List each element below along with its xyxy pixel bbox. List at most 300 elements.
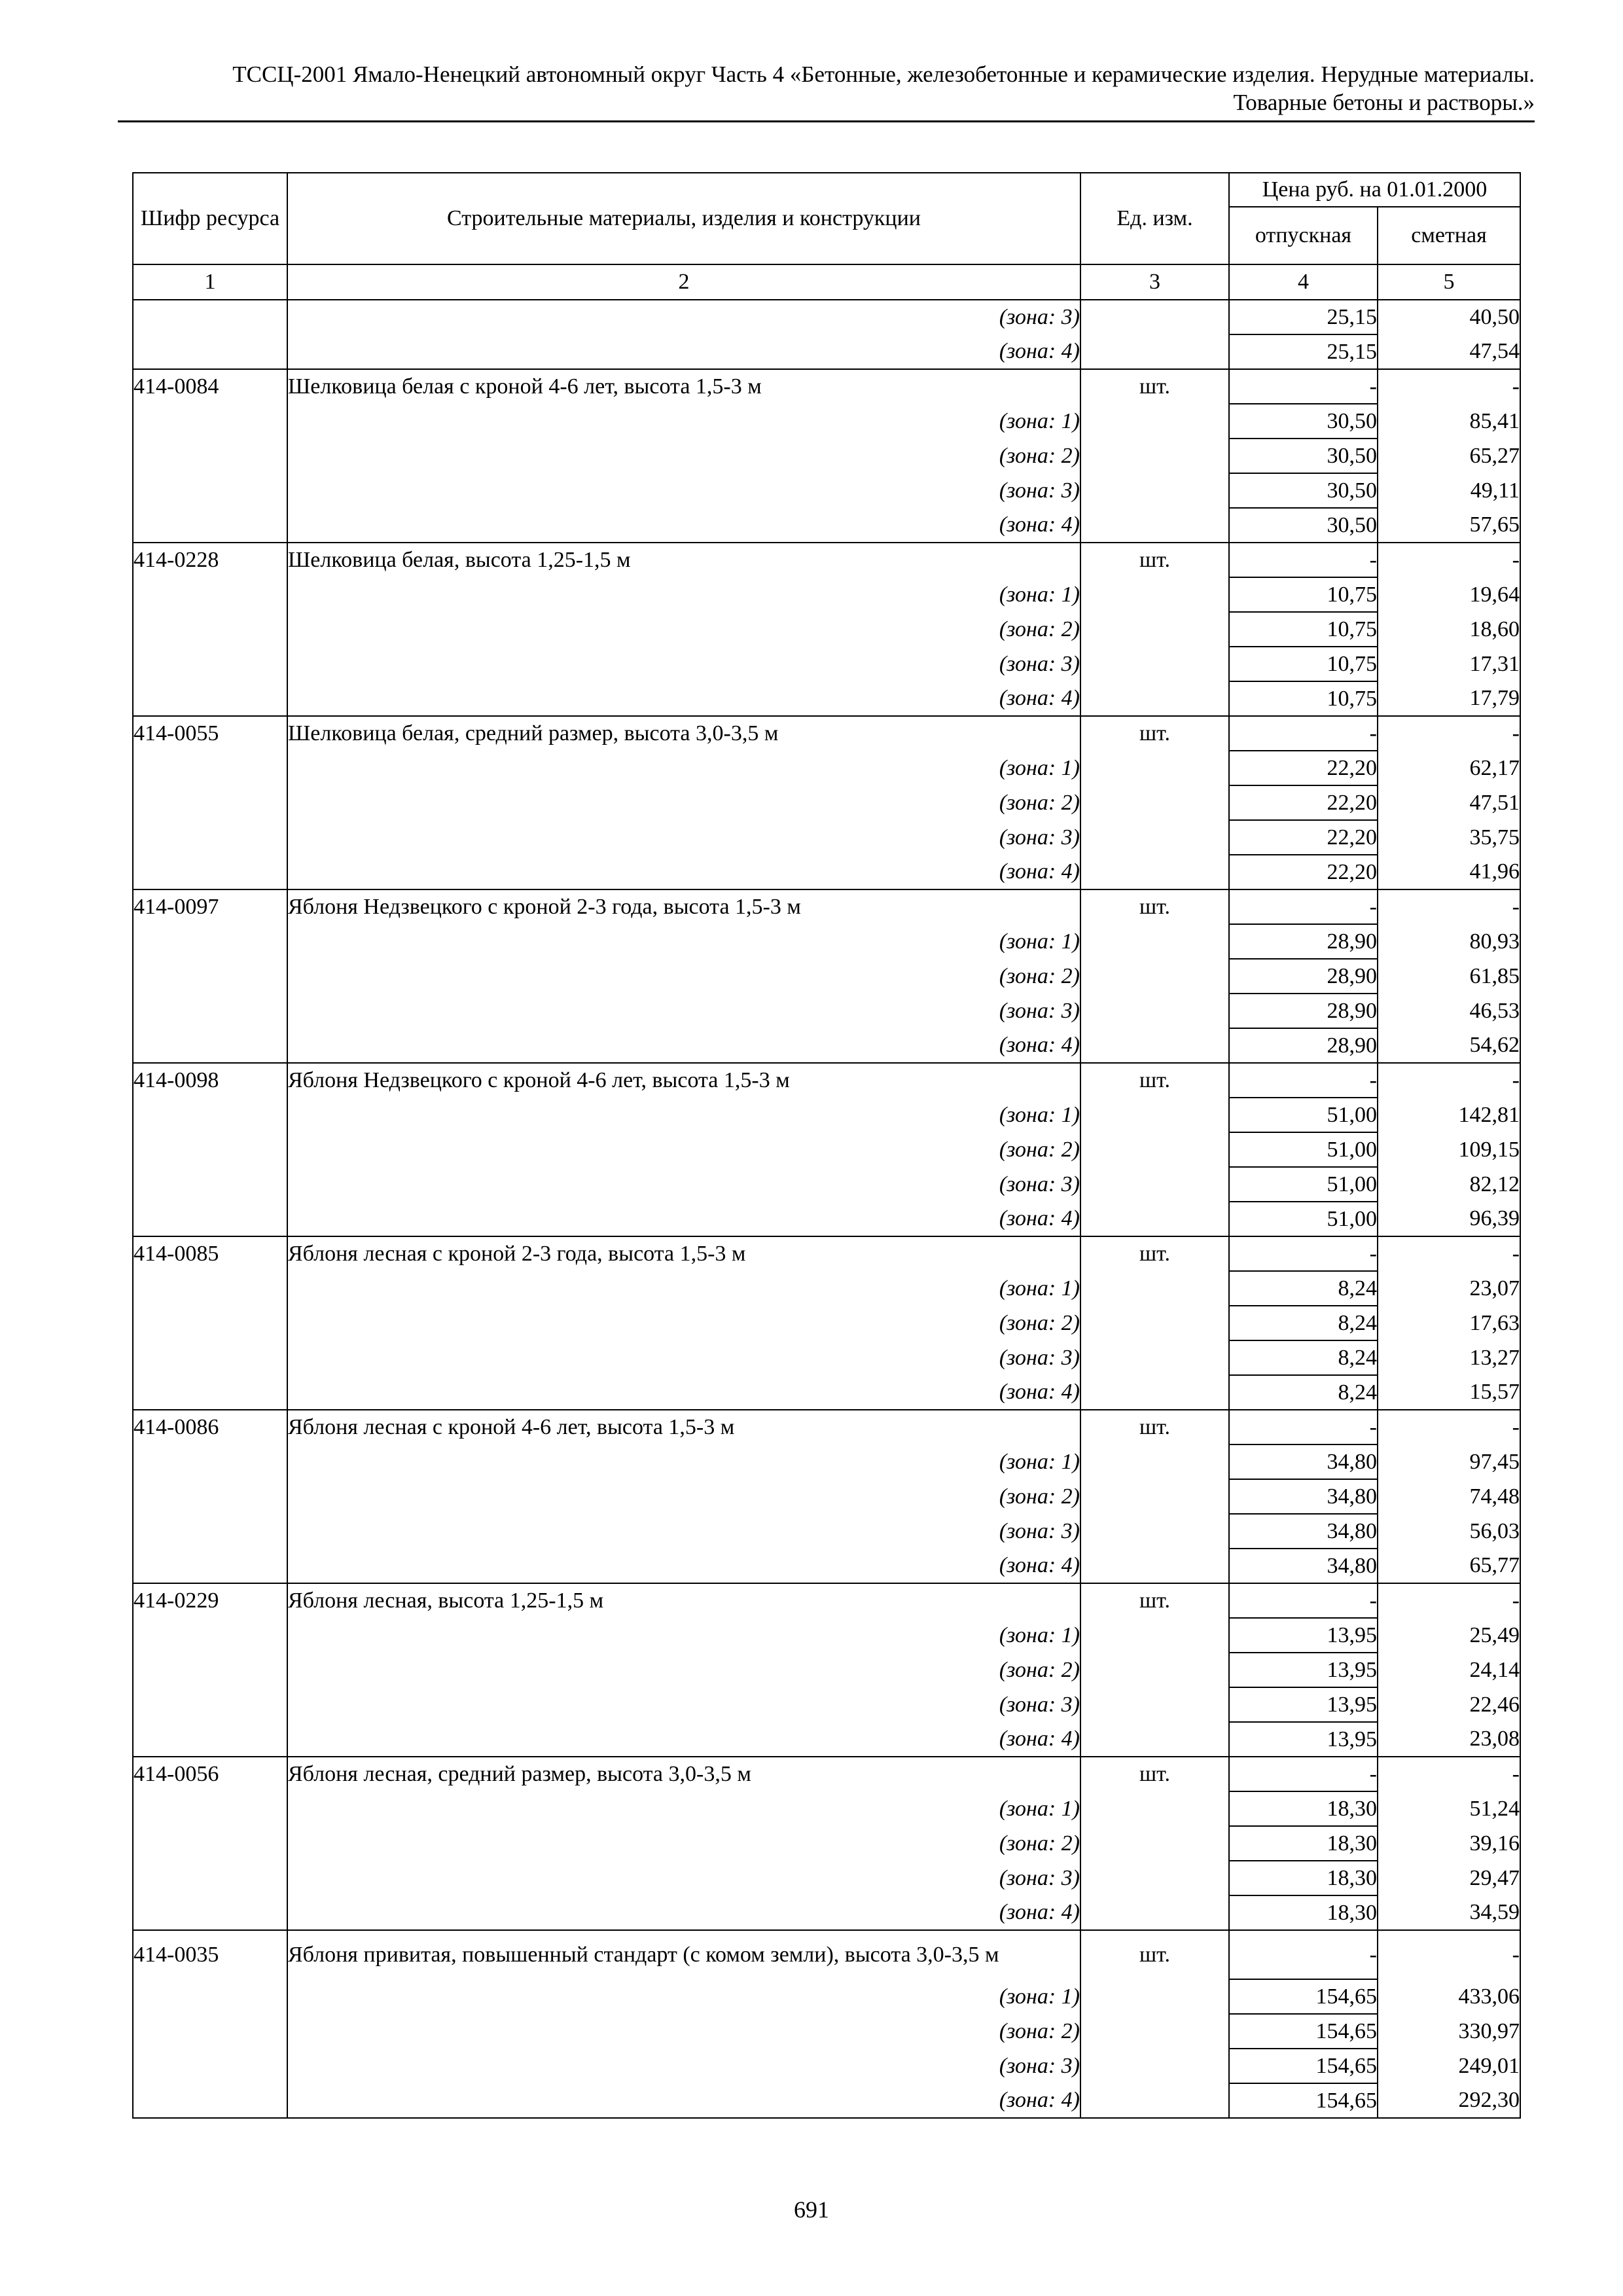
estimate-price: - <box>1378 1583 1520 1618</box>
zone-row <box>133 924 1520 959</box>
zone-label: (зона: 1) <box>287 404 1080 439</box>
unit-cell <box>1080 300 1229 334</box>
estimate-price: 47,54 <box>1378 334 1520 369</box>
item-name: Яблоня привитая, повышенный стандарт (с комом земли), высота 3,0-3,5 м <box>287 1930 1080 1979</box>
item-row <box>133 716 1520 751</box>
zone-label: (зона: 4) <box>287 508 1080 543</box>
unit-cell <box>1080 1202 1229 1236</box>
estimate-price: 62,17 <box>1378 751 1520 785</box>
resource-code-cell <box>133 1549 287 1583</box>
zone-label: (зона: 4) <box>287 334 1080 369</box>
estimate-price: - <box>1378 1410 1520 1444</box>
estimate-price: 82,12 <box>1378 1167 1520 1202</box>
unit-cell <box>1080 1375 1229 1410</box>
unit-cell <box>1080 647 1229 681</box>
unit-cell <box>1080 612 1229 647</box>
release-price: 18,30 <box>1229 1861 1378 1895</box>
estimate-price: - <box>1378 1063 1520 1098</box>
estimate-price: 39,16 <box>1378 1826 1520 1861</box>
zone-row <box>133 1722 1520 1757</box>
resource-code: 414-0097 <box>133 889 287 924</box>
release-price: 154,65 <box>1229 2049 1378 2083</box>
release-price: 30,50 <box>1229 404 1378 439</box>
zone-row <box>133 1028 1520 1063</box>
estimate-price: 54,62 <box>1378 1028 1520 1063</box>
unit-cell <box>1080 1028 1229 1063</box>
resource-code: 414-0229 <box>133 1583 287 1618</box>
zone-row <box>133 647 1520 681</box>
release-price: 22,20 <box>1229 820 1378 855</box>
zone-row <box>133 1861 1520 1895</box>
release-price: 25,15 <box>1229 300 1378 334</box>
estimate-price: 23,08 <box>1378 1722 1520 1757</box>
item-name: Шелковица белая, средний размер, высота 3,0-3,5 м <box>287 716 1080 751</box>
header-release-price: отпускная <box>1229 207 1378 264</box>
price-table-body <box>133 173 1520 2118</box>
resource-code: 414-0055 <box>133 716 287 751</box>
estimate-price: 17,31 <box>1378 647 1520 681</box>
estimate-price: 74,48 <box>1378 1479 1520 1514</box>
estimate-price: 40,50 <box>1378 300 1520 334</box>
estimate-price: 13,27 <box>1378 1340 1520 1375</box>
item-name: Яблоня лесная с кроной 2-3 года, высота 1,5-3 м <box>287 1236 1080 1271</box>
estimate-price: 61,85 <box>1378 959 1520 994</box>
estimate-price: 97,45 <box>1378 1444 1520 1479</box>
item-row <box>133 1930 1520 1979</box>
resource-code-cell <box>133 681 287 716</box>
unit-of-measure: шт. <box>1080 1236 1229 1271</box>
zone-label: (зона: 4) <box>287 1202 1080 1236</box>
release-price: 18,30 <box>1229 1791 1378 1826</box>
zone-label: (зона: 1) <box>287 1791 1080 1826</box>
unit-cell <box>1080 1653 1229 1687</box>
resource-code-cell <box>133 1826 287 1861</box>
zone-row <box>133 1791 1520 1826</box>
item-row <box>133 369 1520 404</box>
estimate-price: 65,27 <box>1378 439 1520 473</box>
resource-code-cell <box>133 1479 287 1514</box>
item-name: Яблоня лесная, высота 1,25-1,5 м <box>287 1583 1080 1618</box>
estimate-price: 29,47 <box>1378 1861 1520 1895</box>
zone-row <box>133 1826 1520 1861</box>
resource-code-cell <box>133 1618 287 1653</box>
estimate-price: 18,60 <box>1378 612 1520 647</box>
resource-code: 414-0228 <box>133 543 287 577</box>
estimate-price: - <box>1378 1930 1520 1979</box>
resource-code-cell <box>133 1979 287 2014</box>
column-number: 5 <box>1378 264 1520 300</box>
unit-cell <box>1080 1340 1229 1375</box>
estimate-price: 47,51 <box>1378 785 1520 820</box>
estimate-price: 17,79 <box>1378 681 1520 716</box>
zone-label: (зона: 4) <box>287 855 1080 889</box>
resource-code-cell <box>133 820 287 855</box>
resource-code-cell <box>133 1375 287 1410</box>
estimate-price: 34,59 <box>1378 1895 1520 1930</box>
release-price: 8,24 <box>1229 1340 1378 1375</box>
unit-cell <box>1080 577 1229 612</box>
resource-code-cell <box>133 924 287 959</box>
unit-cell <box>1080 404 1229 439</box>
unit-of-measure: шт. <box>1080 1410 1229 1444</box>
unit-cell <box>1080 2083 1229 2118</box>
resource-code-cell <box>133 1167 287 1202</box>
resource-code-cell <box>133 2083 287 2118</box>
zone-row <box>133 1514 1520 1549</box>
zone-row <box>133 1306 1520 1340</box>
release-price: 34,80 <box>1229 1479 1378 1514</box>
unit-cell <box>1080 994 1229 1028</box>
release-price: 30,50 <box>1229 473 1378 508</box>
zone-row <box>133 473 1520 508</box>
zone-label: (зона: 2) <box>287 439 1080 473</box>
release-price: 34,80 <box>1229 1444 1378 1479</box>
estimate-price: 142,81 <box>1378 1098 1520 1132</box>
resource-code-cell <box>133 1687 287 1722</box>
unit-of-measure: шт. <box>1080 1930 1229 1979</box>
estimate-price: 35,75 <box>1378 820 1520 855</box>
zone-row <box>133 300 1520 334</box>
estimate-price: 65,77 <box>1378 1549 1520 1583</box>
release-price: 22,20 <box>1229 751 1378 785</box>
resource-code-cell <box>133 1861 287 1895</box>
zone-row <box>133 2014 1520 2049</box>
estimate-price: - <box>1378 1236 1520 1271</box>
estimate-price: 249,01 <box>1378 2049 1520 2083</box>
resource-code-cell <box>133 647 287 681</box>
estimate-price: 330,97 <box>1378 2014 1520 2049</box>
zone-label: (зона: 2) <box>287 612 1080 647</box>
release-price: 28,90 <box>1229 994 1378 1028</box>
zone-label: (зона: 3) <box>287 1514 1080 1549</box>
item-row <box>133 1410 1520 1444</box>
release-price: 10,75 <box>1229 681 1378 716</box>
zone-label: (зона: 1) <box>287 1444 1080 1479</box>
release-price: 51,00 <box>1229 1132 1378 1167</box>
estimate-price: - <box>1378 1757 1520 1791</box>
unit-cell <box>1080 1479 1229 1514</box>
zone-row <box>133 785 1520 820</box>
unit-cell <box>1080 924 1229 959</box>
estimate-price: 22,46 <box>1378 1687 1520 1722</box>
zone-row <box>133 1375 1520 1410</box>
item-row <box>133 1063 1520 1098</box>
release-price: 34,80 <box>1229 1549 1378 1583</box>
resource-code-cell <box>133 855 287 889</box>
estimate-price: 80,93 <box>1378 924 1520 959</box>
zone-row <box>133 612 1520 647</box>
release-price: 30,50 <box>1229 508 1378 543</box>
zone-label: (зона: 3) <box>287 1861 1080 1895</box>
unit-cell <box>1080 751 1229 785</box>
release-price: - <box>1229 1583 1378 1618</box>
resource-code: 414-0056 <box>133 1757 287 1791</box>
release-price: 51,00 <box>1229 1098 1378 1132</box>
zone-row <box>133 508 1520 543</box>
page-number: 691 <box>794 2197 829 2223</box>
resource-code-cell <box>133 334 287 369</box>
unit-cell <box>1080 1895 1229 1930</box>
estimate-price: 25,49 <box>1378 1618 1520 1653</box>
zone-label: (зона: 3) <box>287 994 1080 1028</box>
column-number: 3 <box>1080 264 1229 300</box>
unit-cell <box>1080 1549 1229 1583</box>
resource-code-cell <box>133 1444 287 1479</box>
zone-label: (зона: 1) <box>287 751 1080 785</box>
unit-cell <box>1080 439 1229 473</box>
zone-label: (зона: 4) <box>287 2083 1080 2118</box>
unit-cell <box>1080 681 1229 716</box>
unit-cell <box>1080 473 1229 508</box>
item-row <box>133 1236 1520 1271</box>
zone-row <box>133 1202 1520 1236</box>
resource-code-cell <box>133 508 287 543</box>
resource-code-cell <box>133 751 287 785</box>
unit-cell <box>1080 959 1229 994</box>
zone-label: (зона: 3) <box>287 1687 1080 1722</box>
unit-cell <box>1080 785 1229 820</box>
unit-of-measure: шт. <box>1080 1583 1229 1618</box>
resource-code-cell <box>133 2014 287 2049</box>
resource-code-cell <box>133 1306 287 1340</box>
item-row <box>133 1583 1520 1618</box>
release-price: 28,90 <box>1229 924 1378 959</box>
item-row <box>133 889 1520 924</box>
zone-label: (зона: 4) <box>287 1549 1080 1583</box>
zone-label: (зона: 1) <box>287 1979 1080 2014</box>
estimate-price: 15,57 <box>1378 1375 1520 1410</box>
unit-cell <box>1080 1826 1229 1861</box>
zone-row <box>133 2049 1520 2083</box>
header-price: Цена руб. на 01.01.2000 <box>1229 173 1520 207</box>
zone-row <box>133 681 1520 716</box>
zone-label: (зона: 3) <box>287 473 1080 508</box>
release-price: - <box>1229 889 1378 924</box>
unit-of-measure: шт. <box>1080 1063 1229 1098</box>
estimate-price: 24,14 <box>1378 1653 1520 1687</box>
estimate-price: 51,24 <box>1378 1791 1520 1826</box>
zone-row <box>133 820 1520 855</box>
release-price: 154,65 <box>1229 2083 1378 2118</box>
release-price: 154,65 <box>1229 1979 1378 2014</box>
resource-code-cell <box>133 959 287 994</box>
release-price: 13,95 <box>1229 1687 1378 1722</box>
zone-label: (зона: 4) <box>287 1895 1080 1930</box>
zone-label: (зона: 1) <box>287 924 1080 959</box>
resource-code-cell <box>133 404 287 439</box>
release-price: 13,95 <box>1229 1722 1378 1757</box>
resource-code-cell <box>133 1722 287 1757</box>
resource-code-cell <box>133 994 287 1028</box>
zone-row <box>133 994 1520 1028</box>
estimate-price: 109,15 <box>1378 1132 1520 1167</box>
zone-label: (зона: 4) <box>287 1722 1080 1757</box>
zone-row <box>133 404 1520 439</box>
resource-code-cell <box>133 1514 287 1549</box>
estimate-price: 96,39 <box>1378 1202 1520 1236</box>
release-price: 28,90 <box>1229 959 1378 994</box>
item-name: Шелковица белая с кроной 4-6 лет, высота 1,5-3 м <box>287 369 1080 404</box>
unit-cell <box>1080 2014 1229 2049</box>
estimate-price: 19,64 <box>1378 577 1520 612</box>
resource-code-cell <box>133 300 287 334</box>
item-name: Яблоня лесная с кроной 4-6 лет, высота 1,5-3 м <box>287 1410 1080 1444</box>
unit-cell <box>1080 1514 1229 1549</box>
resource-code-cell <box>133 1340 287 1375</box>
resource-code: 414-0084 <box>133 369 287 404</box>
zone-label: (зона: 1) <box>287 577 1080 612</box>
zone-label: (зона: 3) <box>287 2049 1080 2083</box>
zone-row <box>133 1340 1520 1375</box>
estimate-price: - <box>1378 543 1520 577</box>
header-unit: Ед. изм. <box>1080 173 1229 264</box>
unit-cell <box>1080 1271 1229 1306</box>
resource-code: 414-0086 <box>133 1410 287 1444</box>
running-header-line-1: ТССЦ-2001 Ямало-Ненецкий автономный округ Часть 4 «Бетонные, железобетонные и керамические изделия. Нерудные материалы. <box>232 62 1535 87</box>
header-row-1 <box>133 173 1520 207</box>
unit-cell <box>1080 1861 1229 1895</box>
release-price: 18,30 <box>1229 1826 1378 1861</box>
zone-label: (зона: 4) <box>287 1375 1080 1410</box>
resource-code-cell <box>133 785 287 820</box>
release-price: - <box>1229 1757 1378 1791</box>
running-header-line-2: Товарные бетоны и растворы.» <box>1233 90 1535 115</box>
zone-label: (зона: 2) <box>287 1132 1080 1167</box>
zone-label: (зона: 2) <box>287 959 1080 994</box>
estimate-price: 23,07 <box>1378 1271 1520 1306</box>
zone-row <box>133 1687 1520 1722</box>
unit-cell <box>1080 1444 1229 1479</box>
unit-cell <box>1080 820 1229 855</box>
release-price: 10,75 <box>1229 612 1378 647</box>
zone-row <box>133 1167 1520 1202</box>
zone-row <box>133 1132 1520 1167</box>
price-table <box>132 172 1521 2119</box>
zone-row <box>133 1271 1520 1306</box>
resource-code-cell <box>133 1271 287 1306</box>
release-price: 10,75 <box>1229 577 1378 612</box>
unit-cell <box>1080 855 1229 889</box>
zone-label: (зона: 2) <box>287 2014 1080 2049</box>
zone-label: (зона: 2) <box>287 1306 1080 1340</box>
header-code: Шифр ресурса <box>133 173 287 264</box>
release-price: - <box>1229 543 1378 577</box>
item-name: Шелковица белая, высота 1,25-1,5 м <box>287 543 1080 577</box>
release-price: - <box>1229 1410 1378 1444</box>
resource-code: 414-0085 <box>133 1236 287 1271</box>
release-price: 30,50 <box>1229 439 1378 473</box>
zone-label: (зона: 2) <box>287 785 1080 820</box>
unit-cell <box>1080 1618 1229 1653</box>
zone-row <box>133 577 1520 612</box>
zone-row <box>133 1479 1520 1514</box>
zone-label: (зона: 3) <box>287 647 1080 681</box>
column-number: 1 <box>133 264 287 300</box>
unit-of-measure: шт. <box>1080 543 1229 577</box>
resource-code: 414-0035 <box>133 1930 287 1979</box>
zone-label: (зона: 2) <box>287 1826 1080 1861</box>
item-name: Яблоня лесная, средний размер, высота 3,0-3,5 м <box>287 1757 1080 1791</box>
resource-code-cell <box>133 1653 287 1687</box>
unit-of-measure: шт. <box>1080 369 1229 404</box>
estimate-price: 49,11 <box>1378 473 1520 508</box>
zone-label: (зона: 2) <box>287 1479 1080 1514</box>
estimate-price: 56,03 <box>1378 1514 1520 1549</box>
zone-row <box>133 1444 1520 1479</box>
zone-row <box>133 1098 1520 1132</box>
zone-label: (зона: 1) <box>287 1271 1080 1306</box>
release-price: - <box>1229 1063 1378 1098</box>
zone-label: (зона: 3) <box>287 1167 1080 1202</box>
resource-code-cell <box>133 1791 287 1826</box>
release-price: - <box>1229 1236 1378 1271</box>
release-price: 8,24 <box>1229 1271 1378 1306</box>
estimate-price: 292,30 <box>1378 2083 1520 2118</box>
column-number: 2 <box>287 264 1080 300</box>
resource-code-cell <box>133 1132 287 1167</box>
unit-cell <box>1080 1687 1229 1722</box>
zone-label: (зона: 1) <box>287 1098 1080 1132</box>
resource-code-cell <box>133 1202 287 1236</box>
zone-label: (зона: 3) <box>287 300 1080 334</box>
zone-row <box>133 439 1520 473</box>
estimate-price: 85,41 <box>1378 404 1520 439</box>
release-price: 22,20 <box>1229 855 1378 889</box>
header-estimate-price: сметная <box>1378 207 1520 264</box>
release-price: 51,00 <box>1229 1167 1378 1202</box>
unit-cell <box>1080 508 1229 543</box>
release-price: 18,30 <box>1229 1895 1378 1930</box>
resource-code-cell <box>133 1028 287 1063</box>
release-price: 13,95 <box>1229 1653 1378 1687</box>
estimate-price: 433,06 <box>1378 1979 1520 2014</box>
zone-row <box>133 334 1520 369</box>
resource-code-cell <box>133 473 287 508</box>
unit-cell <box>1080 1306 1229 1340</box>
resource-code-cell <box>133 1098 287 1132</box>
release-price: 154,65 <box>1229 2014 1378 2049</box>
estimate-price: 57,65 <box>1378 508 1520 543</box>
zone-row <box>133 751 1520 785</box>
zone-row <box>133 1895 1520 1930</box>
release-price: 22,20 <box>1229 785 1378 820</box>
resource-code-cell <box>133 2049 287 2083</box>
release-price: 51,00 <box>1229 1202 1378 1236</box>
column-number-row <box>133 264 1520 300</box>
zone-label: (зона: 1) <box>287 1618 1080 1653</box>
item-row <box>133 1757 1520 1791</box>
estimate-price: - <box>1378 889 1520 924</box>
zone-row <box>133 959 1520 994</box>
item-name: Яблоня Недзвецкого с кроной 2-3 года, высота 1,5-3 м <box>287 889 1080 924</box>
unit-cell <box>1080 1791 1229 1826</box>
release-price: 8,24 <box>1229 1306 1378 1340</box>
zone-label: (зона: 2) <box>287 1653 1080 1687</box>
resource-code-cell <box>133 612 287 647</box>
unit-cell <box>1080 1722 1229 1757</box>
zone-row <box>133 1549 1520 1583</box>
estimate-price: 17,63 <box>1378 1306 1520 1340</box>
release-price: 8,24 <box>1229 1375 1378 1410</box>
item-row <box>133 543 1520 577</box>
header-rule <box>118 120 1535 122</box>
release-price: 13,95 <box>1229 1618 1378 1653</box>
release-price: - <box>1229 369 1378 404</box>
zone-label: (зона: 4) <box>287 1028 1080 1063</box>
zone-row <box>133 1618 1520 1653</box>
estimate-price: - <box>1378 369 1520 404</box>
unit-cell <box>1080 1098 1229 1132</box>
